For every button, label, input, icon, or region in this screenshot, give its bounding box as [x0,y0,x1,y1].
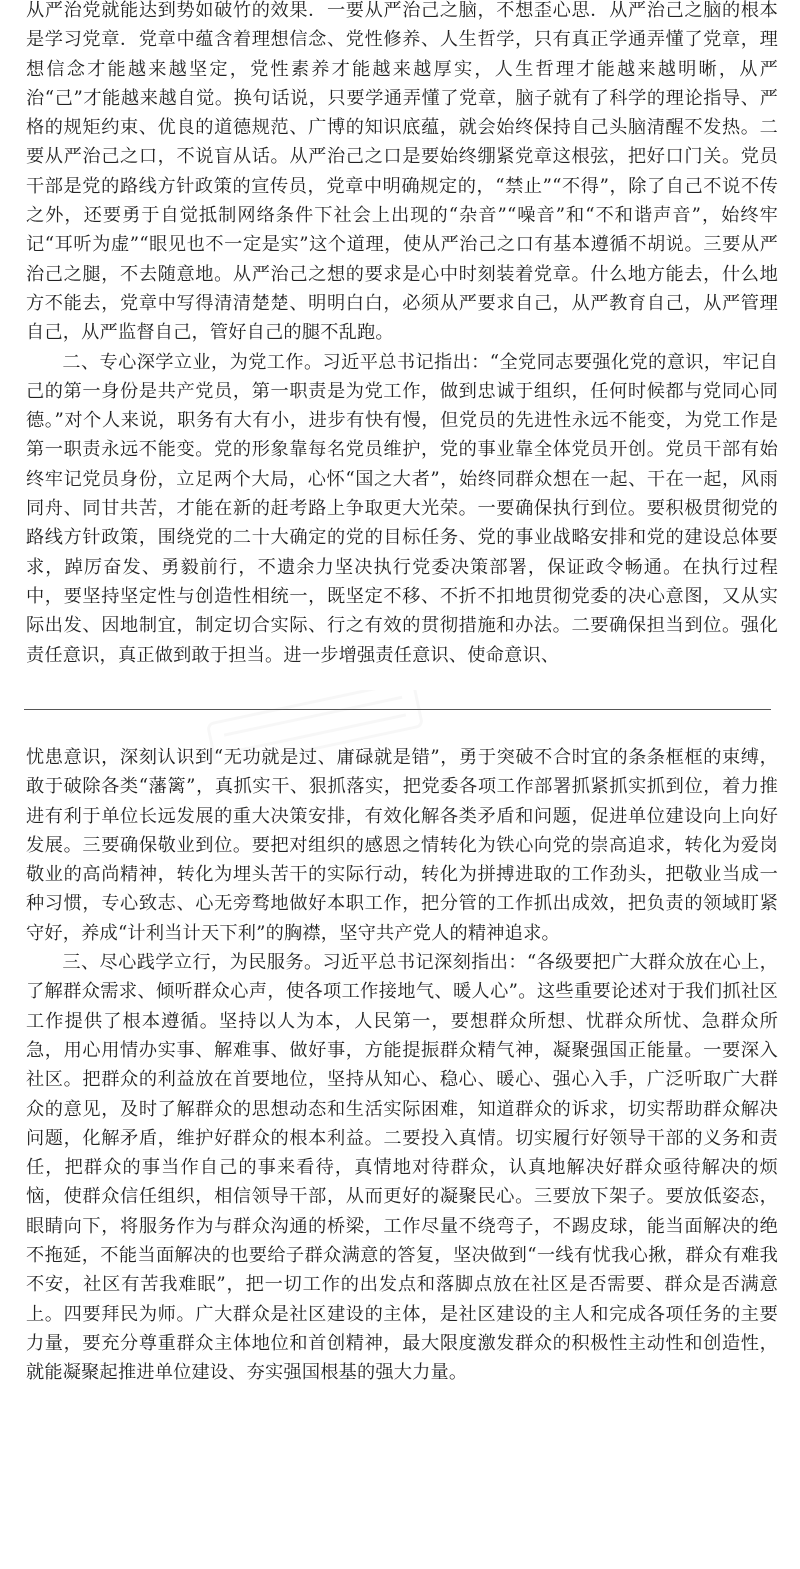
page-break-divider [24,709,771,710]
document-page-1 [0,0,800,690]
paragraph-continuation: 忧患意识，深刻认识到“无功就是过、庸碌就是错”，勇于突破不合时宜的条条框框的束缚，敢于破除各类“藩篱”，真抓实干、狠抓落实，把党委各项工作部署抓紧抓实抓到位，着力推进有利于单位长远发展的重大决策安排，有效化解各类矛盾和问题，促进单位建设向上向好发展。三要确保敬业到位。要把对组织的感恩之情转化为铁心向党的崇高追求，转化为爱岗敬业的高尚精神，转化为埋头苦干的实际行动，转化为拼搏进取的工作劲头，把敬业当成一种习惯，专心致志、心无旁骛地做好本职工作，把分管的工作抓出成效，把负责的领域盯紧守好，养成“计利当计天下利”的胸襟，坚守共产党人的精神追求。 [26,747,778,944]
paragraph-continuation: 从严治党就能达到势如破竹的效果．一要从严治己之脑，不想歪心思．从严治己之脑的根本是学习党章．党章中蕴含着理想信念、党性修养、人生哲学，只有真正学通弄懂了党章，理想信念才能越来越坚定，党性素养才能越来越厚实，人生哲理才能越来越明晰，从严治“己”才能越来越自觉。换句话说，只要学通弄懂了党章，脑子就有了科学的理论指导、严格的规矩约束、优良的道德规范、广博的知识底蕴，就会始终保持自己头脑清醒不发热。二要从严治己之口，不说盲从话。从严治己之口是要始终绷紧党章这根弦，把好口门关。党员干部是党的路线方针政策的宣传员，党章中明确规定的，“禁止”“不得”，除了自己不说不传之外，还要勇于自觉抵制网络条件下社会上出现的“杂音”“噪音”和“不和谐声音”，始终牢记“耳听为虚”“眼见也不一定是实”这个道理，使从严治己之口有基本遵循不胡说。三要从严治己之腿，不去随意地。从严治己之想的要求是心中时刻装着党章。什么地方能去，什么地方不能去，党章中写得清清楚楚、明明白白，必须从严要求自己，从严教育自己，从严管理自己，从严监督自己，管好自己的腿不乱跑。 [26,0,778,344]
paragraph-section-three: 三、尽心践学立行，为民服务。习近平总书记深刻指出：“各级要把广大群众放在心上，了解群众需求、倾听群众心声，使各项工作接地气、暖人心”。这些重要论述对于我们抓社区工作提供了根本遵循。坚持以人为本，人民第一，要想群众所想、忧群众所忧、急群众所急，用心用情办实事、解难事、做好事，方能提振群众精气神，凝聚强国正能量。一要深入社区。把群众的利益放在首要地位，坚持从知心、稳心、暖心、强心入手，广泛听取广大群众的意见，及时了解群众的思想动态和生活实际困难，知道群众的诉求，切实帮助群众解决问题，化解矛盾，维护好群众的根本利益。二要投入真情。切实履行好领导干部的义务和责任，把群众的事当作自己的事来看待，真情地对待群众，认真地解决好群众亟待解决的烦恼，使群众信任组织，相信领导干部，从而更好的凝聚民心。三要放下架子。要放低姿态，眼睛向下，将服务作为与群众沟通的桥梁，工作尽量不绕弯子，不踢皮球，能当面解决的绝不拖延，不能当面解决的也要给子群众满意的答复，坚决做到“一线有忧我心揪，群众有难我不安，社区有苦我难眠”，把一切工作的出发点和落脚点放在社区是否需要、群众是否满意上。四要拜民为师。广大群众是社区建设的主体，是社区建设的主人和完成各项任务的主要力量，要充分尊重群众主体地位和首创精神，最大限度激发群众的积极性主动性和创造性，就能凝聚起推进单位建设、夯实强国根基的强大力量。 [26,952,778,1384]
document-page-2 [0,738,800,1569]
paragraph-section-two: 二、专心深学立业，为党工作。习近平总书记指出：“全党同志要强化党的意识，牢记自己的第一身份是共产党员，第一职责是为党工作，做到忠诚于组织，任何时候都与党同心同德。”对个人来说，职务有大有小，进步有快有慢，但党员的先进性永远不能变，为党工作是第一职责永远不能变。党的形象靠每名党员维护，党的事业靠全体党员开创。党员干部有始终牢记党员身份，立足两个大局，心怀“国之大者”，始终同群众想在一起、干在一起，风雨同舟、同甘共苦，才能在新的赶考路上争取更大光荣。一要确保执行到位。要积极贯彻党的路线方针政策，围绕党的二十大确定的党的目标任务、党的事业战略安排和党的建设总体要求，踔厉奋发、勇毅前行，不遗余力坚决执行党委决策部署，保证政令畅通。在执行过程中，要坚持坚定性与创造性相统一，既坚定不移、不折不扣地贯彻党委的决心意图，又从实际出发、因地制宜，制定切合实际、行之有效的贯彻措施和办法。二要确保担当到位。强化责任意识，真正做到敢于担当。进一步增强责任意识、使命意识、 [26,351,778,666]
